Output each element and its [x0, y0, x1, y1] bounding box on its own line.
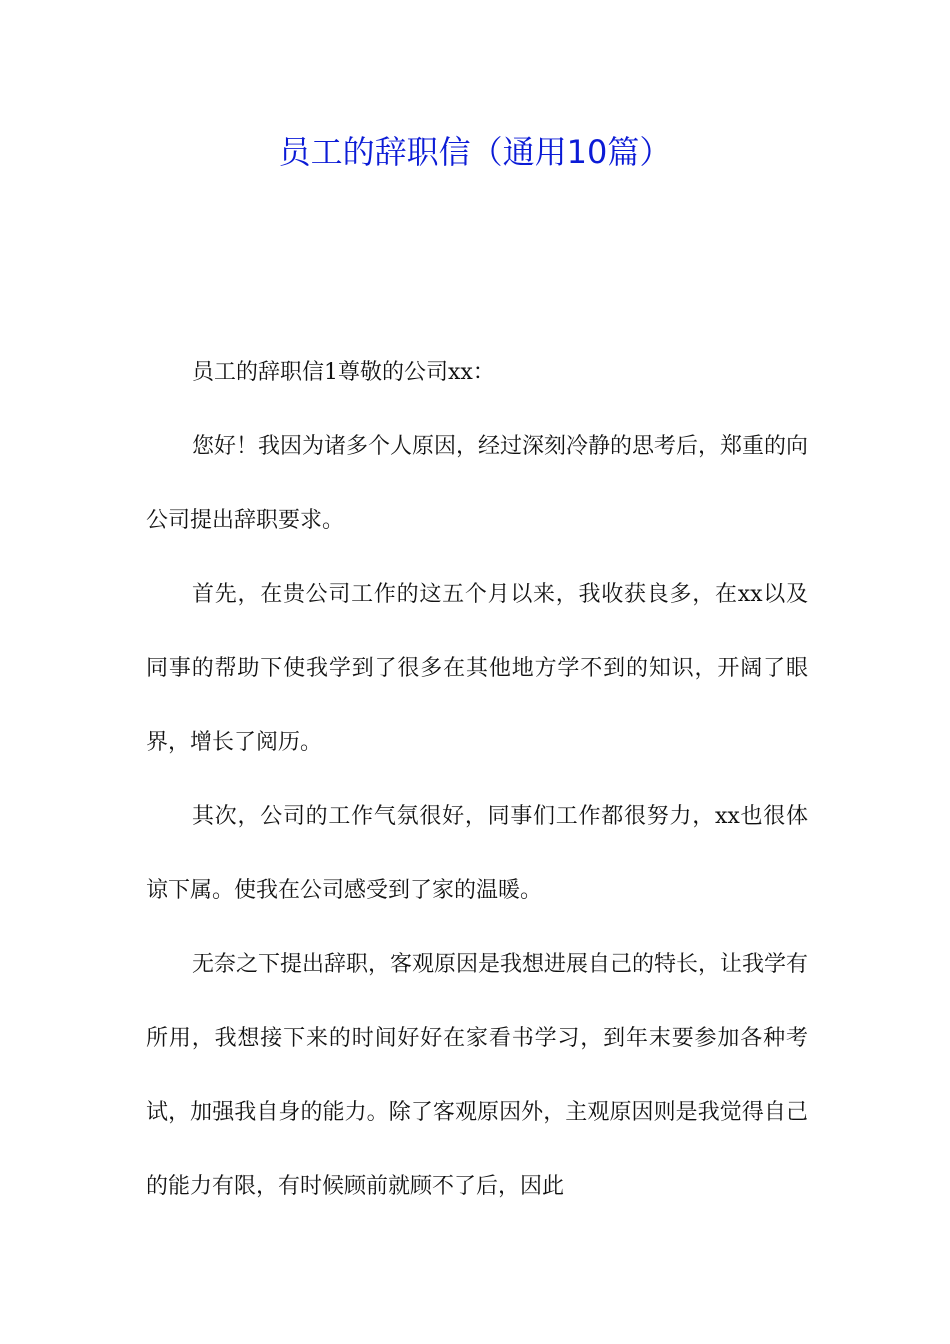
paragraph-first-reason: 首先，在贵公司工作的这五个月以来，我收获良多，在xx以及同事的帮助下使我学到了很多在其他地方学不到的知识，开阔了眼界，增长了阅历。: [146, 582, 808, 755]
paragraph-greeting: 您好！我因为诸多个人原因，经过深刻冷静的思考后，郑重的向公司提出辞职要求。: [146, 434, 809, 533]
paragraph-second-reason: 其次，公司的工作气氛很好，同事们工作都很努力，xx也很体谅下属。使我在公司感受到了家的温暖。: [146, 804, 808, 903]
document-body: [146, 336, 808, 1224]
paragraph-resignation-reason: 无奈之下提出辞职，客观原因是我想进展自己的特长，让我学有所用，我想接下来的时间好好在家看书学习，到年末要参加各种考试，加强我自身的能力。除了客观原因外，主观原因则是我觉得自己的能力有限，有时候顾前就顾不了后，因此: [146, 952, 809, 1199]
document-title: 员工的辞职信（通用10篇）: [278, 133, 672, 171]
paragraph-salutation: 员工的辞职信1尊敬的公司xx：: [192, 360, 495, 385]
